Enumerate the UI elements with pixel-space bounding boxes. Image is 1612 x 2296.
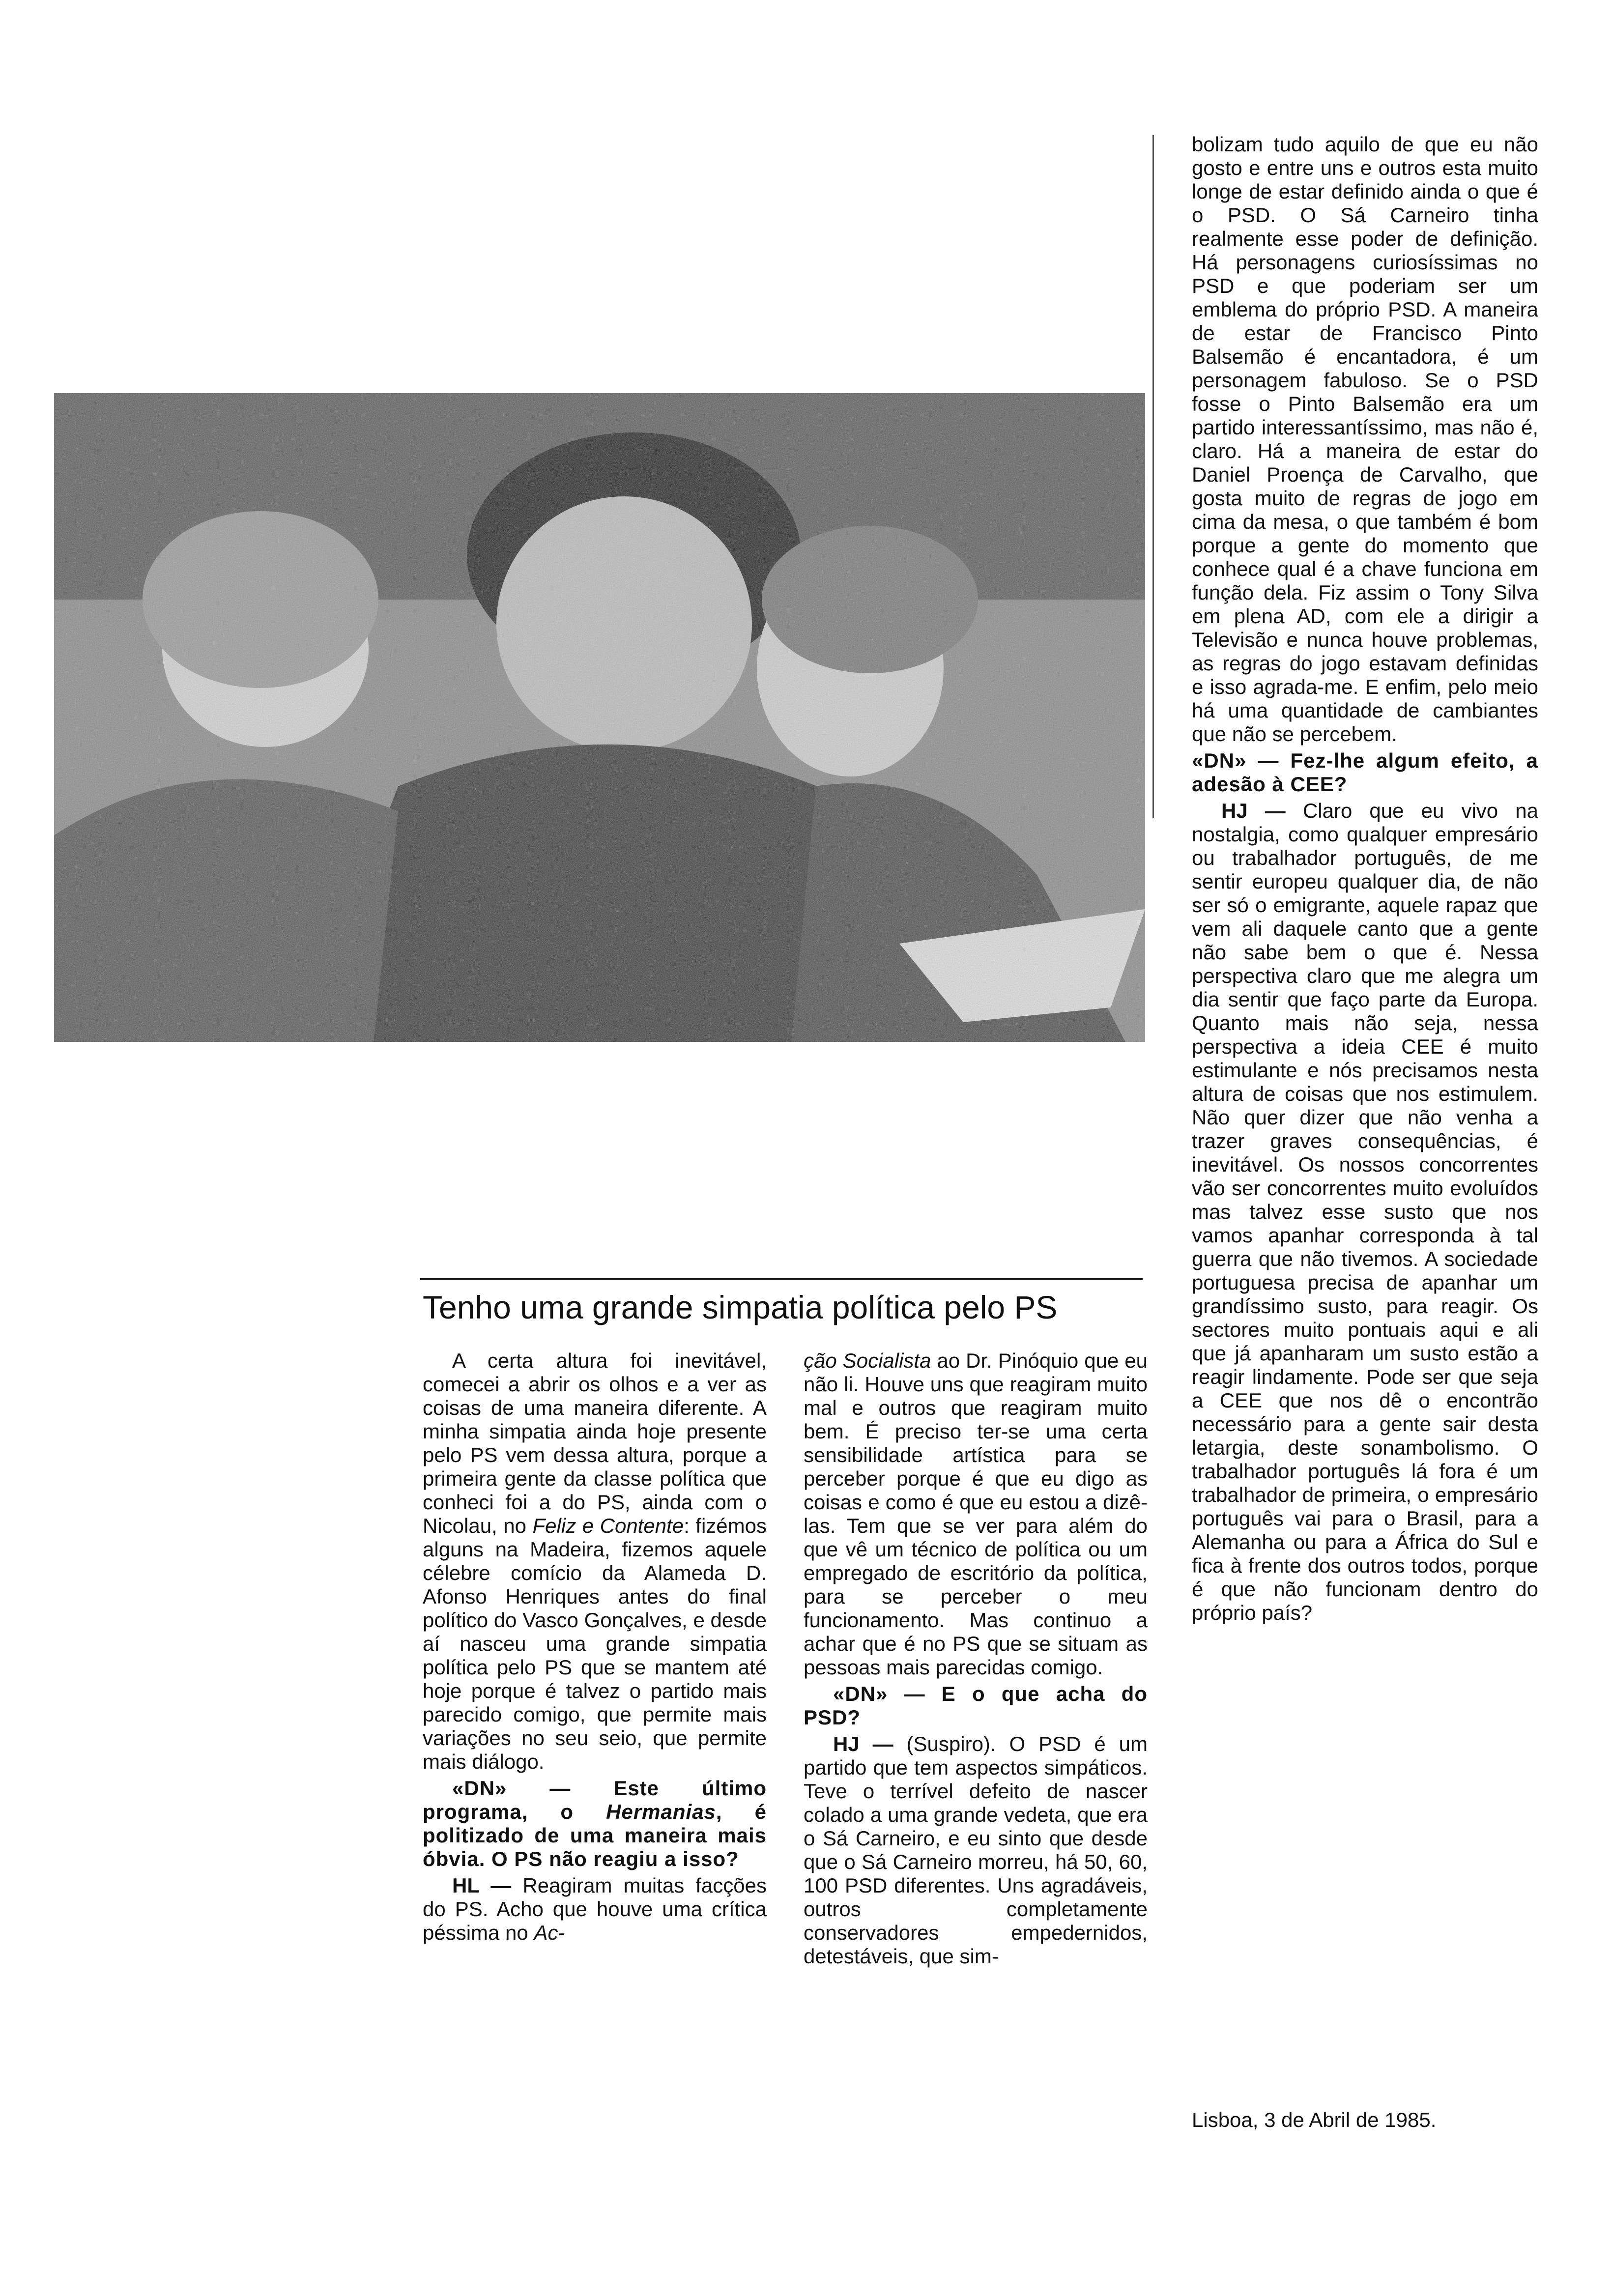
speaker-label: HJ — <box>1221 799 1286 822</box>
middle-text: ao Dr. Pinóquio que eu não li. Houve uns que reagiram muito mal e outros que reagiram muito bem. É preciso ter-se uma certa sensibilidade artística para se perceber porque é que eu digo as coisas e como é que eu estou a dizê-las. Tem que se ver para além do que vê um técnico de política ou um empregado de escritório da política, para se perceber o meu funcionamento. Mas continuo a achar que é no PS que se situam as pessoas mais parecidas comigo. <box>804 1349 1148 1679</box>
intro-text: A certa altura foi inevitável, comecei a abrir os olhos e a ver as coisas de uma maneira diferente. A minha simpatia ainda hoje presente pelo PS vem dessa altura, porque a primeira gente da classe política que conheci foi a do PS, ainda com o Nicolau, no <box>423 1349 767 1537</box>
headline: Tenho uma grande simpatia política pelo PS <box>423 1289 1058 1325</box>
right-column <box>1192 133 1538 1628</box>
headline-rule <box>420 1278 1143 1280</box>
answer-text: Reagiram muitas facções do PS. Acho que houve uma crítica péssima no <box>423 1874 767 1944</box>
speaker-label: HJ — <box>833 1732 893 1755</box>
news-photo <box>54 393 1145 1042</box>
right-column-paragraph: bolizam tudo aquilo de que eu não gosto e entre uns e outros esta muito longe de estar definido ainda o que é o PSD. O Sá Carneiro tinha realmente esse poder de definição. Há personagens curiosíssimas no PSD e que poderiam ser um emblema do próprio PSD. A maneira de estar de Francisco Pinto Balsemão é encantadora, é um personagem fabuloso. Se o PSD fosse o Pinto Balsemão era um partido interessantíssimo, mas não é, claro. Há a maneira de estar do Daniel Proença de Carvalho, que gosta muito de regras de jogo em cima da mesa, o que também é bom porque a gente do momento que conhece qual é a chave funciona em função dela. Fiz assim o Tony Silva em plena AD, com ele a dirigir a Televisão e nunca houve problemas, as regras do jogo estavam definidas e isso agrada-me. E enfim, pelo meio há uma quantidade de cambiantes que não se percebem. <box>1192 133 1538 746</box>
question-cee: «DN» — Fez-lhe algum efeito, a adesão à CEE? <box>1192 749 1538 796</box>
question-text: «DN» — Este último programa, o <box>423 1777 767 1823</box>
intro-text-rest: : fizémos alguns na Madeira, fizemos aquele célebre comício da Alameda D. Afonso Henriques antes do final político do Vasco Gonçalves, e desde aí nasceu uma grande simpatia política pelo PS que se mantem até hoje porque é talvez o partido mais parecido comigo, que permite mais variações no seu seio, que permite mais diálogo. <box>423 1514 767 1773</box>
question-psd: «DN» — E o que acha do PSD? <box>804 1682 1148 1729</box>
speaker-label: HL — <box>452 1874 512 1897</box>
answer-text: (Suspiro). O PSD é um partido que tem aspectos simpáticos. Teve o terrível defeito de nascer colado a uma grande vedeta, que era o Sá Carneiro, e eu sinto que desde que o Sá Carneiro morreu, há 50, 60, 100 PSD diferentes. Uns agradáveis, outros completamente conservadores empedernidos, detestáveis, que sim- <box>804 1732 1148 1968</box>
left-column <box>423 1349 767 1948</box>
question-hermanias <box>423 1777 767 1871</box>
middle-paragraph <box>804 1349 1148 1679</box>
intro-paragraph <box>423 1349 767 1774</box>
answer-psd <box>804 1732 1148 1968</box>
middle-column <box>804 1349 1148 1971</box>
question-text-rest: , é politizado de uma maneira mais óbvia. O PS não reagiu a isso? <box>423 1800 767 1870</box>
dateline: Lisboa, 3 de Abril de 1985. <box>1192 2108 1437 2131</box>
middle-italic: ção Socialista <box>804 1349 931 1372</box>
answer-italic: Ac- <box>534 1921 565 1944</box>
answer-ps <box>423 1874 767 1945</box>
question-italic: Hermanias <box>606 1800 716 1823</box>
intro-italic: Feliz e Contente <box>532 1514 684 1537</box>
column-divider <box>1152 135 1154 818</box>
answer-cee <box>1192 799 1538 1625</box>
answer-text: Claro que eu vivo na nostalgia, como qualquer empresário ou trabalhador português, de me sentir europeu qualquer dia, de não ser só o emigrante, aquele rapaz que vem ali daquele canto que a gente não sabe bem o que é. Nessa perspectiva claro que me alegra um dia sentir que faço parte da Europa. Quanto mais não seja, nessa perspectiva a ideia CEE é muito estimulante e nós precisamos nesta altura de coisas que nos estimulem. Não quer dizer que não venha a trazer graves consequências, é inevitável. Os nossos concorrentes vão ser concorrentes muito evoluídos mas talvez esse susto que nos vamos apanhar corresponda à tal guerra que não tivemos. A sociedade portuguesa precisa de apanhar um grandíssimo susto, para reagir. Os sectores muito pontuais aqui e ali que já apanharam um susto estão a reagir lindamente. Pode ser que seja a CEE que nos dê o encontrão necessário para a gente sair desta letargia, deste sonambolismo. O trabalhador português lá fora é um trabalhador de primeira, o empresário português vai para o Brasil, para a Alemanha ou para a África do Sul e fica à frente dos outros todos, porque é que não funcionam dentro do próprio país? <box>1192 799 1538 1624</box>
